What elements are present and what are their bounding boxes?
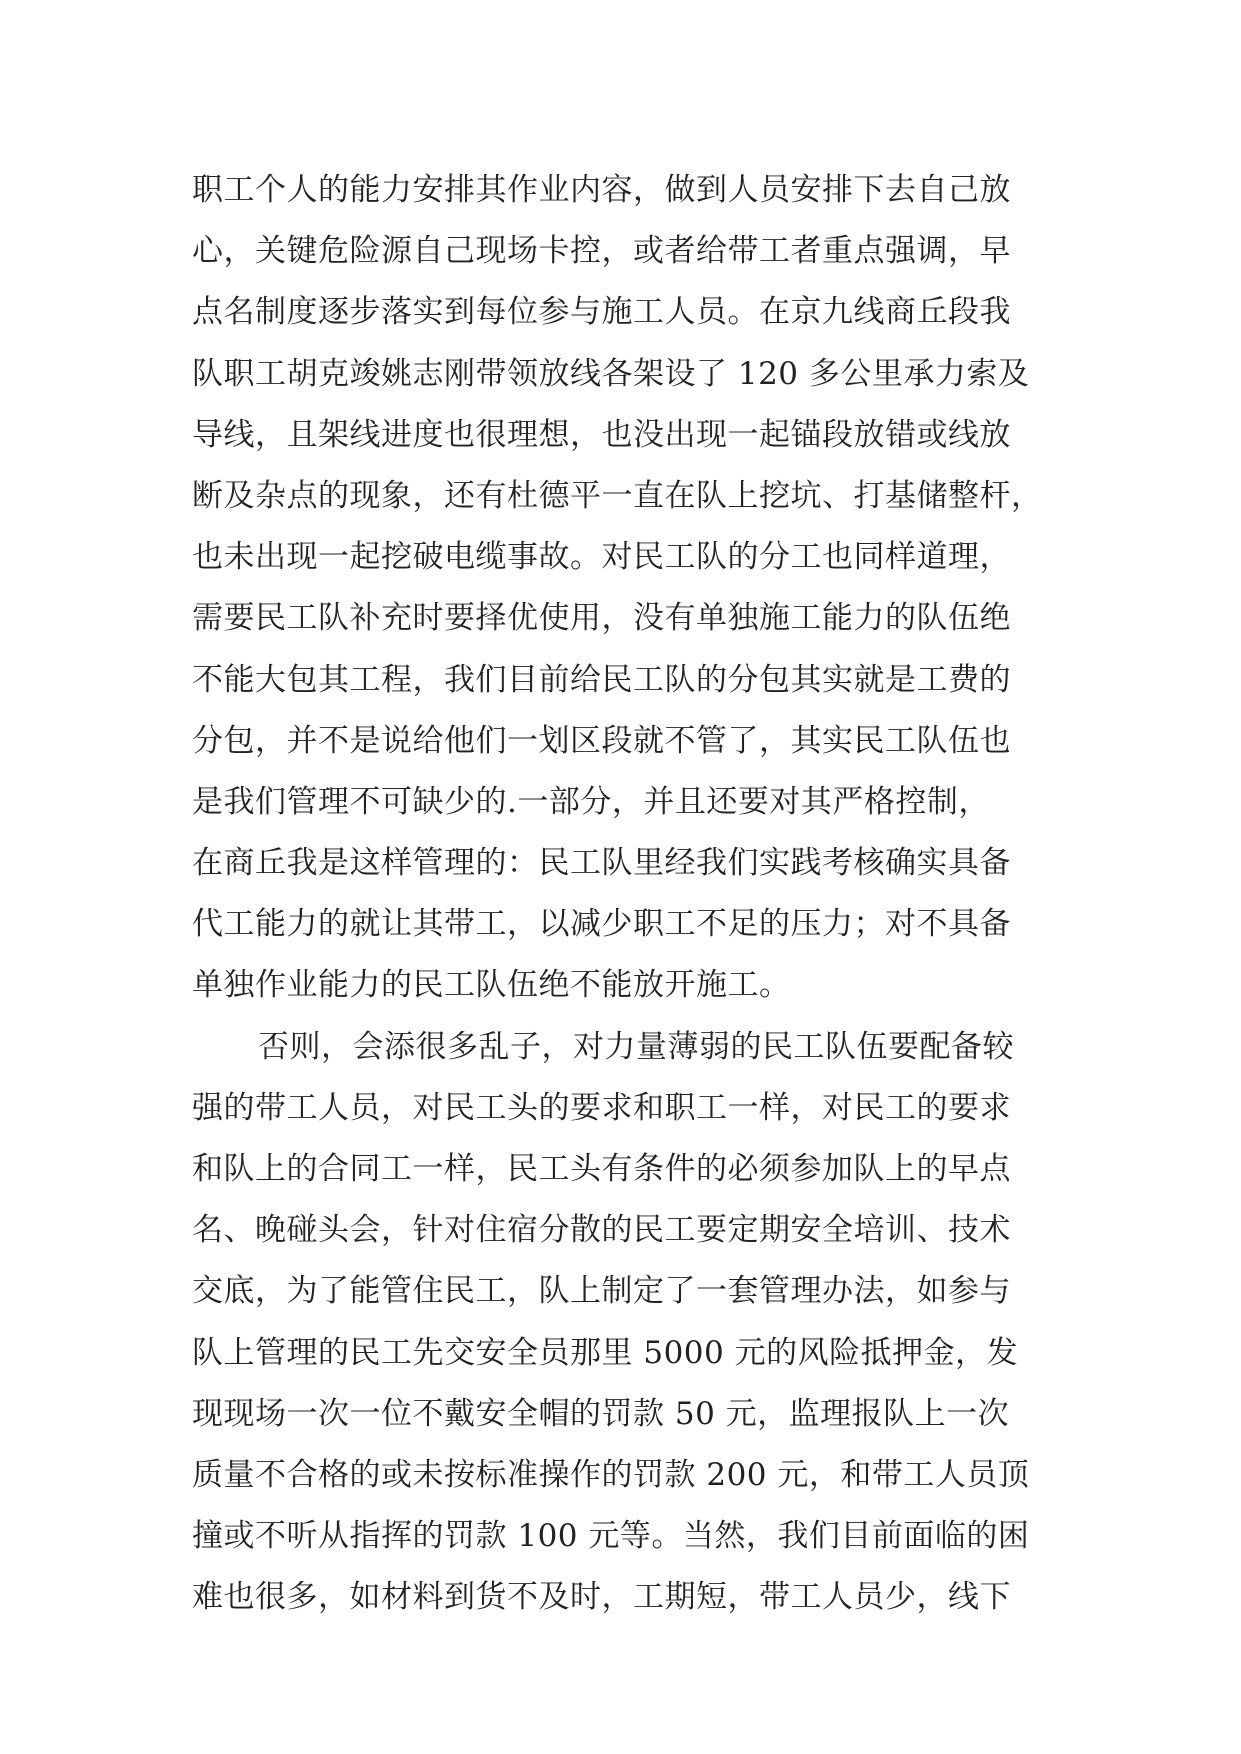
text-line: 是我们管理不可缺少的.一部分，并且还要对其严格控制， bbox=[192, 783, 990, 820]
text-line: 队职工胡克竣姚志刚带领放线各架设了 120 多公里承力索及 bbox=[192, 355, 1030, 392]
text-line: 代工能力的就让其带工，以减少职工不足的压力；对不具备 bbox=[192, 906, 1011, 943]
text-line: 断及杂点的现象，还有杜德平一直在队上挖坑、打基储整杆， bbox=[192, 477, 1043, 514]
text-line: 撞或不听从指挥的罚款 100 元等。当然，我们目前面临的困 bbox=[192, 1518, 1030, 1555]
text-line: 导线，且架线进度也很理想，也没出现一起锚段放错或线放 bbox=[192, 416, 1011, 453]
text-line: 也未出现一起挖破电缆事故。对民工队的分工也同样道理， bbox=[192, 539, 1011, 576]
paragraph-start-line: 否则，会添很多乱子，对力量薄弱的民工队伍要配备较 bbox=[258, 1028, 1014, 1065]
text-line: 点名制度逐步落实到每位参与施工人员。在京九线商丘段我 bbox=[192, 294, 1011, 331]
text-line: 难也很多，如材料到货不及时，工期短，带工人员少，线下 bbox=[192, 1579, 1011, 1616]
text-line: 强的带工人员，对民工头的要求和职工一样，对民工的要求 bbox=[192, 1089, 1011, 1126]
text-line: 需要民工队补充时要择优使用，没有单独施工能力的队伍绝 bbox=[192, 600, 1011, 637]
text-line: 名、晚碰头会，针对住宿分散的民工要定期安全培训、技术 bbox=[192, 1212, 1011, 1249]
text-line: 现现场一次一位不戴安全帽的罚款 50 元，监理报队上一次 bbox=[192, 1395, 1010, 1432]
text-line: 在商丘我是这样管理的：民工队里经我们实践考核确实具备 bbox=[192, 845, 1011, 882]
text-line: 分包，并不是说给他们一划区段就不管了，其实民工队伍也 bbox=[192, 722, 1011, 759]
text-line: 队上管理的民工先交安全员那里 5000 元的风险抵押金，发 bbox=[192, 1334, 1019, 1371]
text-line: 不能大包其工程，我们目前给民工队的分包其实就是工费的 bbox=[192, 661, 1011, 698]
text-line: 质量不合格的或未按标准操作的罚款 200 元，和带工人员顶 bbox=[192, 1456, 1030, 1493]
text-line: 心，关键危险源自己现场卡控，或者给带工者重点强调，早 bbox=[192, 233, 1011, 270]
text-line: 和队上的合同工一样，民工头有条件的必须参加队上的早点 bbox=[192, 1151, 1011, 1187]
body-text bbox=[192, 160, 1052, 1629]
text-line: 单独作业能力的民工队伍绝不能放开施工。 bbox=[192, 967, 791, 1004]
text-line: 职工个人的能力安排其作业内容，做到人员安排下去自己放 bbox=[192, 172, 1011, 208]
text-line: 交底，为了能管住民工，队上制定了一套管理办法，如参与 bbox=[192, 1273, 1011, 1310]
